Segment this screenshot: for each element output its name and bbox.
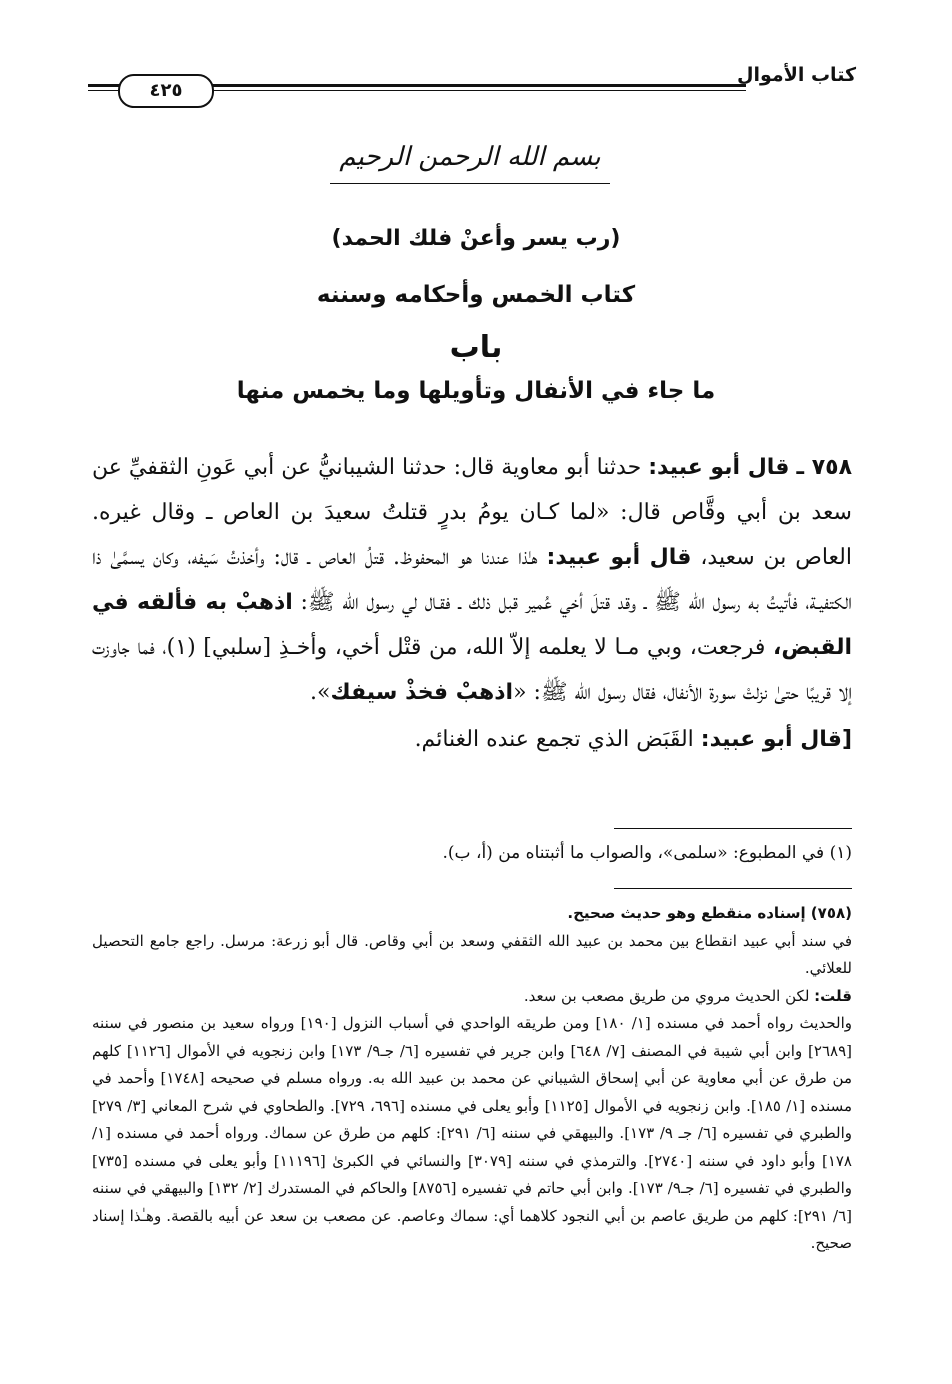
hadith-number: ٧٥٨ ـ	[796, 455, 853, 480]
takhrij-section	[92, 900, 852, 1258]
basmala-calligraphy	[310, 132, 630, 192]
explanation-paragraph	[92, 717, 852, 762]
takhrij-paragraph-3: والحديث رواه أحمد في مسنده [١/ ١٨٠] ومن طريقه الواحدي في أسباب النزول [١٩٠] ورواه سعيد بن منصور في سننه [٢٦٨٩] وابن أبي شيبة في المصنف [٧/ ٦٤٨] وابن جرير في تفسيره [٦/ جـ٩/ ١٧٣] وابن زنجويه في الأموال [١١٢٦] كلهم من طرق عن أبي معاوية عن أبي إسحاق الشيباني عن محمد بن عبيد الله به. ورواه مسلم في صحيحه [١٧٤٨] وأحمد في مسنده [١/ ١٨٥]. وابن زنجويه في الأموال [١١٢٥] وأبو يعلى في مسنده [٦٩٦، ٧٢٩]. والطحاوي في شرح المعاني [٣/ ٢٧٩] والطبري في تفسيره [٦/ جـ ٩/ ١٧٣]. والبيهقي في سننه [٦/ ٢٩١]: كلهم من طرق عن سماك. ورواه أحمد في مسنده [١/ ١٧٨] وأبو داود في سننه [٢٧٤٠]. والترمذي في سننه [٣٠٧٩] والنسائي في الكبرىٰ [١١١٩٦] وأبو يعلى في مسنده [٧٣٥] والطبري في تفسيره [٦/ جـ٩/ ١٧٣]. وابن أبي حاتم في تفسيره [٨٧٥٦] والحاكم في المستدرك [٢/ ١٣٢] والبيهقي في سننه [٦/ ٢٩١]: كلهم من طريق عاصم بن أبي النجود كلاهما أي: سماك وعاصم. عن مصعب بن سعد عن أبيه بالقصة. وهـٰذا إسناد صحيح.	[92, 1014, 853, 1252]
footnote: (١) في المطبوع: «سلمى»، والصواب ما أثبتناه من (أ، ب).	[442, 843, 852, 863]
chapter-heading: باب	[449, 330, 503, 365]
explanation-speaker: [قال أبو عبيد:	[700, 727, 852, 752]
hadith-text-1: حدثنا أبو معاوية قال: حدثنا الشيبانيُّ عن أبي عَونِ الثقفيِّ عن سعد بن أبي وقَّاص قال: «لما كـان يومُ بدرٍ قتلتُ سعيدَ بن العاص ـ وقال غيره. العاص بن سعيد،	[92, 455, 852, 570]
book-heading: كتاب الخمس وأحكامه وسننه	[316, 282, 636, 308]
hadith-body	[92, 445, 852, 762]
footnote-rule	[614, 828, 852, 829]
hadith-text-4: ».	[310, 680, 331, 705]
takhrij-note-text: لكن الحديث مروي من طريق مصعب بن سعد.	[523, 986, 810, 1005]
basmala-swash	[330, 183, 610, 184]
takhrij-paragraph-1: في سند أبي عبيد انقطاع بين محمد بن عبيد الله الثقفي وسعد بن أبي وقاص. قال أبو زرعة: مرسل. راجع جامع التحصيل للعلائي.	[92, 931, 852, 977]
prophet-quote-2: اذهبْ فخذْ سيفك	[330, 680, 514, 705]
chapter-title: ما جاء في الأنفال وتأويلها وما يخمس منها	[236, 378, 716, 404]
takhrij-note-label: قلت:	[814, 986, 852, 1005]
invocation: (رب يسر وأعنْ فلك الحمد)	[331, 226, 621, 251]
explanation-text: القَبَض الذي تجمع عنده الغنائم.	[414, 727, 694, 752]
basmala-text: بسم الله الرحمن الرحيم	[339, 142, 601, 172]
hadith-speaker-2: قال أبو عبيد:	[546, 545, 692, 570]
hadith-text-2: هـٰذا عندنا هو المحفوظ. قتلُ العاص ـ قال: وأخذتُ سَيفه، وكان يسمَّىٰ ذا الكتفيـة، فأتيتُ به رسول الله ﷺ ـ وقد قتلَ أخي عُمير قبل ذلك ـ فقـال لي رسول الله ﷺ:	[92, 545, 852, 615]
hadith-text-3: فرجعت، وبي مـا لا يعلمه إلاّ الله، من قتْل أخي، وأخـذِ [سلبي] (١)، فما جاوزت إلا قريبًا حتىٰ نزلتْ سورة الأنفال، فقال رسول الله ﷺ: «	[92, 635, 852, 705]
hadith-speaker: قال أبو عبيد:	[648, 455, 790, 480]
takhrij-paragraph-2	[92, 983, 852, 1011]
running-head-title: كتاب الأموال	[737, 64, 856, 86]
takhrij-heading: (٧٥٨) إسناده منقطع وهو حديث صحيح.	[567, 904, 852, 922]
takhrij-rule	[614, 888, 852, 889]
page-header	[88, 60, 856, 120]
prophet-quote-1: اذهبْ به فألقه في القبض،	[92, 590, 853, 660]
page-number: ٤٢٥	[118, 74, 214, 108]
hadith-paragraph	[92, 445, 852, 715]
